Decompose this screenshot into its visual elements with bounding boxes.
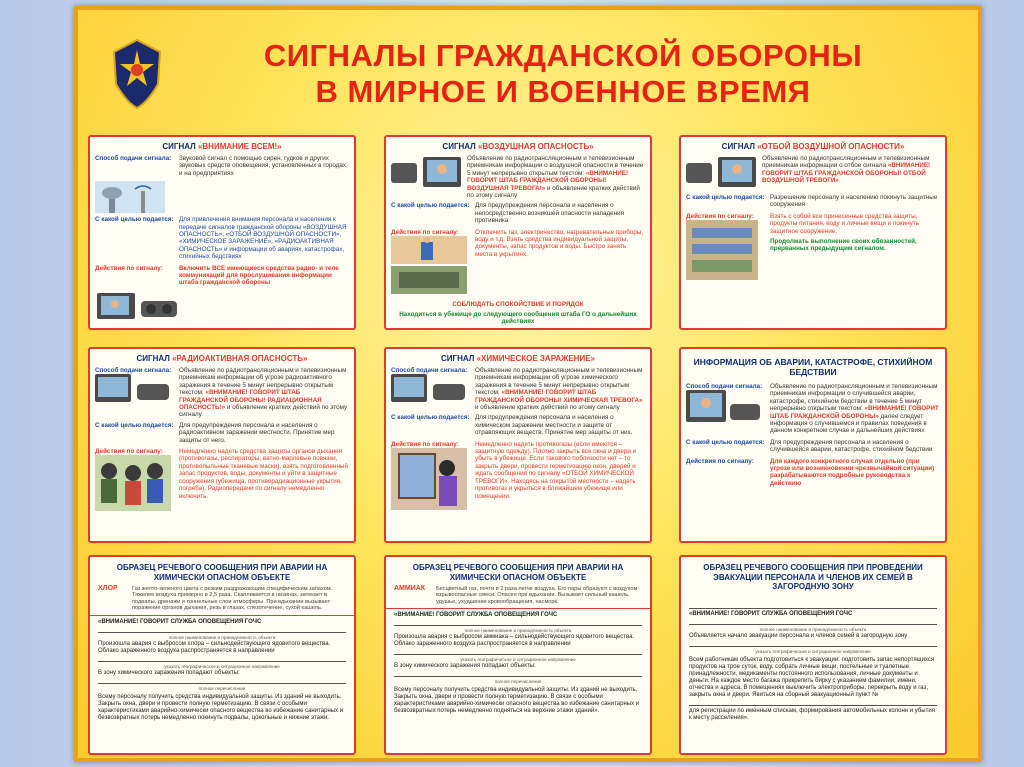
- sample-title: ОБРАЗЕЦ РЕЧЕВОГО СООБЩЕНИЯ ПРИ АВАРИИ НА ХИМИЧЕСКИ ОПАСНОМ ОБЪЕКТЕ: [116, 563, 328, 582]
- actions-text: Взять с собой все принесенные средства защиты, продукты питания, воду и личные вещи и покинуть защитное сооружение.: [770, 212, 919, 235]
- purpose-text: Разрешение персоналу и населению покинуть защитные сооружения: [770, 194, 938, 209]
- purpose-label: С какой целью подается:: [391, 202, 470, 210]
- purpose-text: Для предупреждения персонала и населения о химическом заражении местности и защите от отравляющих веществ. Принятие мер защиты от них.: [475, 414, 633, 437]
- message-header: «ВНИМАНИЕ! ГОВОРИТ СЛУЖБА ОПОВЕЩЕНИЯ ГОЧС: [98, 618, 262, 625]
- tv-radio-icon: [391, 155, 463, 191]
- caption-direction: указать географическое и ситуационное направление: [460, 657, 576, 663]
- method-text: Объявление по радиотрансляционным и телевизионным приемникам информации о случившейся аварии, катастрофе, стихийном бедствии в течение 5 минут непрерывно открытым текстом: «ВНИМАНИЕ! ГОВОРИТ ШТАБ ГРАЖДАНСКОЙ ОБОРОНЫ» далее следует информация о случившемся и правилах поведения в данном конкретном случае и дальнейших действиях: [770, 383, 939, 435]
- sample-title: ОБРАЗЕЦ РЕЧЕВОГО СООБЩЕНИЯ ПРИ ПРОВЕДЕНИИ ЭВАКУАЦИИ ПЕРСОНАЛА И ЧЛЕНОВ ИХ СЕМЕЙ В ЗАГОРОДНУЮ ЗОНУ: [703, 563, 923, 591]
- actions-text: Немедленно надеть противогазы (если имеются – защитную одежду). Плотно закрыть все окна и двери и убыть в убежище. Если такового поблизости нет – то закрыть двери, провести герметизацию окон, дверей и ждать сообщения по сигналу «ОТБОЙ ХИМИЧЕСКОЙ ТРЕВОГИ». Находясь на открытой местности – надеть противогаз и укрыться в ближайшем убежище или помещении.: [475, 440, 637, 500]
- method-label: Способ подачи сигнала:: [95, 367, 172, 374]
- actions-label: Действия по сигналу:: [391, 440, 459, 448]
- caption-object: полное наименование и принадлежность объекта: [464, 628, 572, 634]
- panel-title: СИГНАЛ «ВОЗДУШНАЯ ОПАСНОСТЬ»: [442, 142, 594, 151]
- panel-title: СИГНАЛ «ХИМИЧЕСКОЕ ЗАРАЖЕНИЕ»: [441, 354, 595, 363]
- actions-label: Действия по сигналу:: [95, 264, 163, 272]
- method-label: Способ подачи сигнала:: [391, 367, 468, 374]
- gas-mask-people-icon: [95, 455, 171, 511]
- caption-list: полное перечисление: [494, 679, 542, 685]
- method-label: Способ подачи сигнала:: [95, 155, 172, 162]
- message-header: «ВНИМАНИЕ! ГОВОРИТ СЛУЖБА ОПОВЕЩЕНИЯ ГОЧС: [394, 612, 558, 619]
- purpose-text: Для предупреждения персонала и населения о радиоактивном заражении местности. Принятие мер защиты от него.: [179, 421, 335, 444]
- message-tail: Всему персоналу получить средства индивидуальной защиты. Из зданий не выходить. Закрыть окна, двери и провести полную герметизацию. В связи с особыми характеристиками аварийно-химически опасного вещества во избежание санитарных и безвозвратных потерь немедленно подняться на верхние этажи зданий».: [394, 687, 640, 715]
- window-sealing-icon: [391, 448, 467, 510]
- caption-list: полное перечисление: [198, 685, 246, 691]
- purpose-label: С какой целью подается:: [686, 194, 765, 201]
- panel-info: [679, 347, 947, 543]
- actions-continue: Продолжать выполнение своих обязанностей, прерванных предыдущим сигналом.: [770, 238, 917, 253]
- caption-object: полное наименование и принадлежность объекта: [759, 626, 867, 632]
- purpose-text: Для предупреждения персонала и населения о непосредственно возникшей опасности нападения противника: [475, 202, 625, 225]
- method-text: Объявление по радиотрансляционным и телевизионным приемникам информации об угрозе радиоактивного заражения в течение 5 минут непрерывно открытым текстом: «ВНИМАНИЕ! ГОВОРИТ ШТАБ ГРАЖДАНСКОЙ ОБОРОНЫ! РАДИАЦИОННАЯ ОПАСНОСТЬ!» и объявление кратких действий по этому сигналу: [179, 367, 348, 419]
- actions-text: Для каждого конкретного случая отдельно (при угрозе или возникновении чрезвычайной ситуации) разрабатываются подробные руководства к действию: [770, 457, 935, 487]
- footer-note: Находиться в убежище до следующего сообщения штаба ГО о дальнейших действиях: [399, 310, 637, 326]
- actions-label: Действия по сигналу:: [686, 457, 754, 465]
- caption-object: полное наименование и принадлежность объекта: [168, 634, 276, 640]
- message-zone: В зону химического заражения попадают объекты:: [394, 663, 536, 670]
- message-release: Произошла авария с выбросом хлора – сильнодействующего ядовитого вещества. Облако зараженного воздуха распространяется в направлении: [98, 640, 331, 654]
- slogan: СОБЛЮДАТЬ СПОКОЙСТВИЕ И ПОРЯДОК: [452, 301, 584, 309]
- actions-label: Действия по сигналу:: [686, 212, 754, 220]
- panel-attention: [88, 135, 356, 330]
- tv-radio-icon: [95, 374, 171, 404]
- panel-radiation: [88, 347, 356, 543]
- message-body: Всем работникам объекта подготовиться к эвакуации: подготовить запас непортящихся продуктов на трое суток, воду, собрать личные вещи, постельные и туалетные принадлежности, медикаменты постоянного использования, личные документы и деньги. На каждое место багажа прикрепить бирку с указанием фамилии, имени, отчества и адреса. В помещениях выключить электроприборы, перекрыть воду и газ, закрыть окна и двери. Явиться на сборный эвакуационный пункт №: [689, 656, 935, 698]
- panel-title: ИНФОРМАЦИЯ ОБ АВАРИИ, КАТАСТРОФЕ, СТИХИЙНОМ БЕДСТВИИ: [693, 357, 933, 377]
- message-tail: для регистрации по именным спискам, формирования автомобильных колонн и убытия к месту расселения».: [689, 707, 935, 721]
- tv-radio-icon: [686, 155, 758, 191]
- actions-text: Отключить газ, электричество, нагревательные приборы, воду и т.д. Взять средства индивидуальной защиты, документы, запас продуктов и воды. Быстро занять места в укрытиях.: [475, 228, 644, 258]
- shelter-scene-icon: [391, 236, 467, 294]
- actions-label: Действия по сигналу:: [391, 228, 459, 236]
- method-text: Объявление по радиотрансляционным и телевизионным приемникам информации о отбое сигнала «ВНИМАНИЕ! ГОВОРИТ ШТАБ ГРАЖДАНСКОЙ ОБОРОНЫ! ОТБОЙ ВОЗДУШНОЙ ТРЕВОГИ»: [762, 155, 931, 185]
- panel-title: СИГНАЛ «ОТБОЙ ВОЗДУШНОЙ ОПАСНОСТИ»: [721, 142, 905, 151]
- substance-intro: Газ желто-зеленого цвета с резким раздражающим специфическим запахом. Тяжелее воздуха примерно в 2,5 раза. Скапливается в низинах, затекает в подвалы, дренажи и тоннельные слои атмосферы. При вдыхании вызывает поражение органов дыхания, резь в глазах, слезотечение, сухой кашель.: [132, 586, 333, 612]
- poster-title: [78, 38, 978, 110]
- caption-direction: указать географическое и ситуационное направление: [164, 663, 280, 669]
- message-header: «ВНИМАНИЕ! ГОВОРИТ СЛУЖБА ОПОВЕЩЕНИЯ ГОЧС: [689, 610, 853, 617]
- purpose-label: С какой целью подается:: [686, 438, 765, 446]
- tv-radio-icon: [686, 390, 762, 426]
- tv-radio-icon: [391, 374, 467, 404]
- message-evac: Объявляется начало эвакуации персонала и членов семей в загородную зону: [689, 632, 908, 639]
- panel-chemical: [384, 347, 652, 543]
- shelter-exit-icon: [686, 220, 758, 280]
- message-tail: Всему персоналу получить средства индивидуальной защиты. Из зданий не выходить. Закрыть окна, двери и провести полную герметизацию. В связи с особыми характеристиками аварийно-химически опасного вещества во избежание санитарных и безвозвратных потерь немедленно покинуть подвалы, цокольные и нижние этажи.: [98, 693, 344, 721]
- caption-direction: указать географическое и ситуационное направление: [755, 648, 871, 654]
- siren-icon: [95, 181, 165, 213]
- purpose-label: С какой целью подается:: [95, 421, 174, 429]
- tv-radio-icon: [95, 291, 215, 321]
- message-zone: В зону химического заражения попадают объекты:: [98, 669, 240, 676]
- actions-text: Включить ВСЕ имеющиеся средства радио- и теле коммуникаций для прослушивания информации штаба гражданской обороны: [179, 264, 339, 287]
- purpose-text: Для привлечения внимания персонала и населения к передаче сигналов гражданской обороны «ВОЗДУШНАЯ ОПАСНОСТЬ», «ОТБОЙ ВОЗДУШНОЙ ОПАСНОСТИ», «ХИМИЧЕСКОЕ ЗАРАЖЕНИЕ», «РАДИОАКТИВНАЯ ОПАСНОСТЬ» и информации об авариях, катастрофах, стихийных бедствиях: [179, 216, 347, 261]
- panel-title: СИГНАЛ «РАДИОАКТИВНАЯ ОПАСНОСТЬ»: [136, 354, 308, 363]
- message-release: Произошла авария с выбросом аммиака – сильнодействующего ядовитого вещества. Облако зараженного воздуха распространяется в направлении: [394, 634, 635, 648]
- poster: [74, 6, 982, 762]
- sample-evacuation: [679, 555, 947, 755]
- sample-chlorine: [88, 555, 356, 755]
- siren-illustration: [90, 181, 354, 213]
- method-text: Звуковой сигнал с помощью сирен, гудков и других звуковых средств оповещения, установленных в городах и на предприятиях: [179, 155, 347, 177]
- tv-radio-illustration: [90, 291, 354, 321]
- method-text: Объявление по радиотрансляционным и телевизионным приемникам информации о воздушной опасности в течение 5 минут непрерывно открытым текстом: «ВНИМАНИЕ! ГОВОРИТ ШТАБ ГРАЖДАНСКОЙ ОБОРОНЫ! ВОЗДУШНАЯ ТРЕВОГА!» и объявление кратких действий по этому сигналу: [467, 155, 644, 200]
- purpose-label: С какой целью подается:: [391, 414, 470, 422]
- sample-ammonia: [384, 555, 652, 755]
- panel-all-clear: [679, 135, 947, 330]
- actions-label: Действия по сигналу:: [95, 448, 163, 456]
- substance-name: ХЛОР: [98, 585, 118, 592]
- purpose-text: Для предупреждения персонала и населения о случившейся аварии, катастрофе, стихийном бедствии: [770, 438, 933, 454]
- purpose-label: С какой целью подается:: [95, 216, 174, 224]
- method-text: Объявление по радиотрансляционным и телевизионным приемникам информации об угрозе химического заражения в течение 5 минут непрерывно открытым текстом: «ВНИМАНИЕ! ГОВОРИТ ШТАБ ГРАЖДАНСКОЙ ОБОРОНЫ! ХИМИЧЕСКАЯ ТРЕВОГА» и объявление кратких действий по этому сигналу: [475, 367, 643, 412]
- panel-air-raid: [384, 135, 652, 330]
- substance-name: АММИАК: [394, 585, 426, 592]
- actions-text: Немедленно надеть средства защиты органов дыхания (противогазы, респираторы, ватно-марлевые повязки, противопыльные тканевые маски), взять подготовленный запас продуктов, воды, документы и уйти в защитные сооружения (убежища, противорадиационные укрытия, погреба). Радиопередачи по сигналу немедленно включить.: [179, 448, 348, 500]
- panel-title: СИГНАЛ «ВНИМАНИЕ ВСЕМ!»: [162, 142, 282, 151]
- poster-title-line2: В МИРНОЕ И ВОЕННОЕ ВРЕМЯ: [315, 74, 811, 109]
- sample-title: ОБРАЗЕЦ РЕЧЕВОГО СООБЩЕНИЯ ПРИ АВАРИИ НА ХИМИЧЕСКИ ОПАСНОМ ОБЪЕКТЕ: [412, 563, 624, 582]
- poster-title-line1: СИГНАЛЫ ГРАЖДАНСКОЙ ОБОРОНЫ: [263, 38, 863, 73]
- method-label: Способ подачи сигнала:: [686, 383, 763, 390]
- substance-intro: Бесцветный газ, почти в 2 раза легче воздуха. Его пары образуют с воздухом взрывоопасные смеси. Опасен при вдыхании. Вызывает сильный кашель, удушье, ухудшение кровообращения, насморк.: [436, 586, 638, 605]
